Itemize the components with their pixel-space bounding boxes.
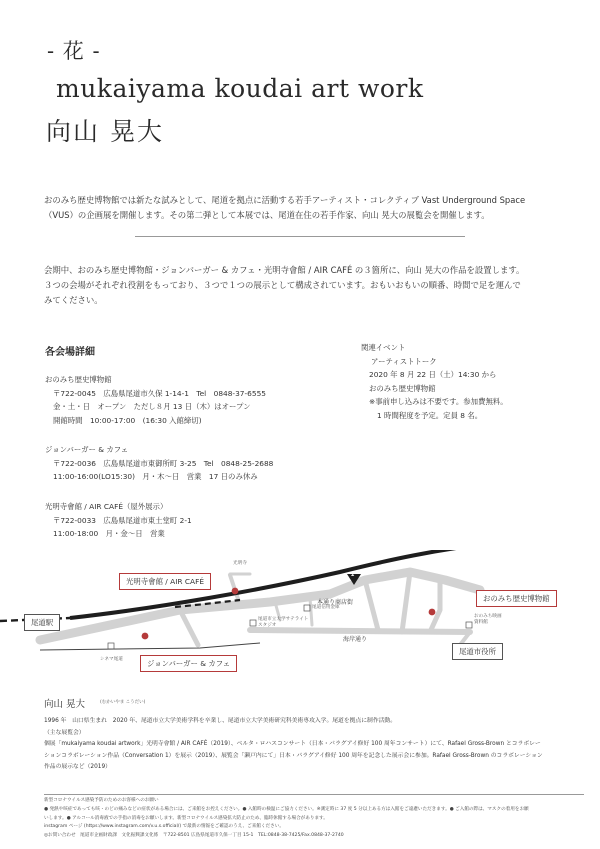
event-note: ※事前申し込みは不要です。参加費無料。 — [369, 397, 508, 407]
bio-artist-name: 向山 晃大 — [44, 699, 86, 710]
coast-road — [40, 643, 260, 650]
event-date: 2020 年 8 月 22 日（土）14:30 から — [369, 370, 497, 380]
map-label-aircafe: 光明寺會館 / AIR CAFÉ — [119, 573, 211, 590]
artist-name-title: 向山 晃大 — [46, 117, 164, 146]
bio-text: 1996 年 山口県生まれ 2020 年、尾道市立大学美術学科を卒業し、尾道市立大学美術研究科美術専攻入学。尾道を拠点に制作活動。 （主な展覧会） 個展「mukaiyama koudai artwork」光明寺會館 / AIR CAFÉ（2019）、ベルタ・ロハスコンサート（日本・パラグアイ修好 100 周年コンサート）にて、Rafael Gross-Brown とコラボレー ションコラボレーション作品（Conversation 1）を展示（2019）、展覧会「瀬戸内にて」日本・パラグアイ修好 100 周年を記念した展示会に参加。Rafael Gross-Brown のコラボレーション 作品の展示など（2019） — [44, 718, 543, 771]
map-label-shotengai: 本通り商店街 — [317, 599, 354, 606]
map-roads — [40, 572, 480, 645]
map-label-museum: おのみち歴史博物館 — [476, 590, 557, 607]
map-label-kaigan: 海岸通り — [343, 636, 368, 643]
event-name: アーティストトーク — [371, 356, 437, 366]
footer-divider — [44, 794, 584, 795]
event-heading: 関連イベント — [361, 343, 406, 352]
map-label-burger: ジョンバーガー & カフェ — [140, 655, 237, 672]
map-small-cinema: シネマ尾道 — [100, 657, 123, 662]
section-divider — [135, 236, 465, 237]
intro-paragraph: おのみち歴史博物館では新たな試みとして、尾道を拠点に活動する若手アーティスト・コレクティブ Vast Underground Space （VUS）の企画展を開催します。その第二弾として本展では、尾道在住の若手作家、向山 晃大の展覧会を開催します。 — [44, 195, 526, 220]
exhibition-subtitle: - 花 - — [47, 39, 101, 63]
related-event — [361, 341, 508, 423]
event-place: おのみち歴史博物館 — [369, 383, 436, 393]
venue-museum-name: おのみち歴史博物館 — [45, 375, 112, 384]
map-label-station: 尾道駅 — [24, 614, 60, 631]
map-label-cityhall: 尾道市役所 — [452, 643, 503, 660]
venue-aircafe: 光明寺會館 / AIR CAFÉ（屋外展示） 〒722-0033 広島県尾道市東土堂町 2-1 11:00-18:00 月・金〜日 営業 — [45, 502, 192, 539]
exhibition-title: mukaiyama koudai art work — [56, 74, 424, 103]
map-small-school: 尾道市立大学サテライトスタジオ — [258, 617, 309, 628]
cinema-building-icon — [108, 643, 114, 649]
venue-burger: ジョンバーガー & カフェ 〒722-0036 広島県尾道市東御所町 3-25 Tel 0848-25-2688 11:00-16:00(LO15:30) 月・木〜日 営業 17 日のみ休み — [45, 445, 274, 482]
footer-contact: ◎お問い合わせ 尾道市企画財政課 文化振興課文化係 〒722-8501 広島県尾道市久保一丁目 15-1 TEL:0848-38-7425/Fax.0848-37-2740 — [44, 833, 344, 839]
map-small-bank: 尾道信用金庫 — [312, 605, 340, 610]
burger-pin-icon — [142, 633, 149, 640]
venues-heading: 各会場詳細 — [45, 347, 95, 358]
museum-pin-icon — [429, 609, 436, 616]
access-map — [0, 550, 600, 672]
school-building-icon — [250, 620, 256, 626]
venue-burger-name: ジョンバーガー & カフェ — [45, 445, 129, 454]
event-capacity: 1 時間程度を予定。定員 8 名。 — [377, 410, 483, 420]
map-small-film-museum: おのみち映画資料館 — [474, 614, 502, 625]
film-museum-building-icon — [466, 622, 472, 628]
description-paragraph: 会期中、おのみち歴史博物館・ジョンバーガー & カフェ・光明寺會館 / AIR CAFÉ の３箇所に、向山 晃大の作品を設置します。 ３つの会場がそれぞれ役割をもっており、３つで１つの展示として構成されています。おもいおもいの順番、時間で足を運んで みてください。 — [44, 265, 525, 305]
bio-furigana: (むかいやま こうだい) — [100, 700, 146, 705]
route-number: 2 — [351, 572, 355, 578]
aircafe-pin-icon — [232, 588, 239, 595]
footer-notice: 新型コロナウイルス感染予防のためのお客様へのお願い ● 発熱や咳症であっても咳・のどの痛みなどの症状がある場合には、ご来館をお控えください。● 入館時の検温にご協力ください。※測定時に 37 度 5 分以上ある方は入館をご遠慮いただきます。● ご入館の際は、マスクの着用をお願 いします。● アルコール消毒液での手指の消毒をお願いします。新型コロナウイルス感染拡大防止のため、臨時休館する場合があります。 instagram ページ (https://www.instagram.com/v.u.s.official/) で最新の情報をご確認のうえ、ご来館ください。 ◎お問い合わせ 尾道市企画財政課 文化振興課文化係 〒722-8501 広島県尾道市久保一丁目 15-1 TEL:0848-38-7425/Fax.0848-37-2740 — [44, 797, 584, 841]
venue-aircafe-name: 光明寺會館 / AIR CAFÉ（屋外展示） — [45, 502, 168, 511]
map-small-komyoji: 光明寺 — [233, 561, 247, 566]
venue-museum: おのみち歴史博物館 〒722-0045 広島県尾道市久保 1-14-1 Tel 0848-37-6555 金・土・日 オープン ただし８月 13 日（木）はオープン 開館時間 10:00-17:00 (16:30 入館締切) — [45, 375, 266, 425]
